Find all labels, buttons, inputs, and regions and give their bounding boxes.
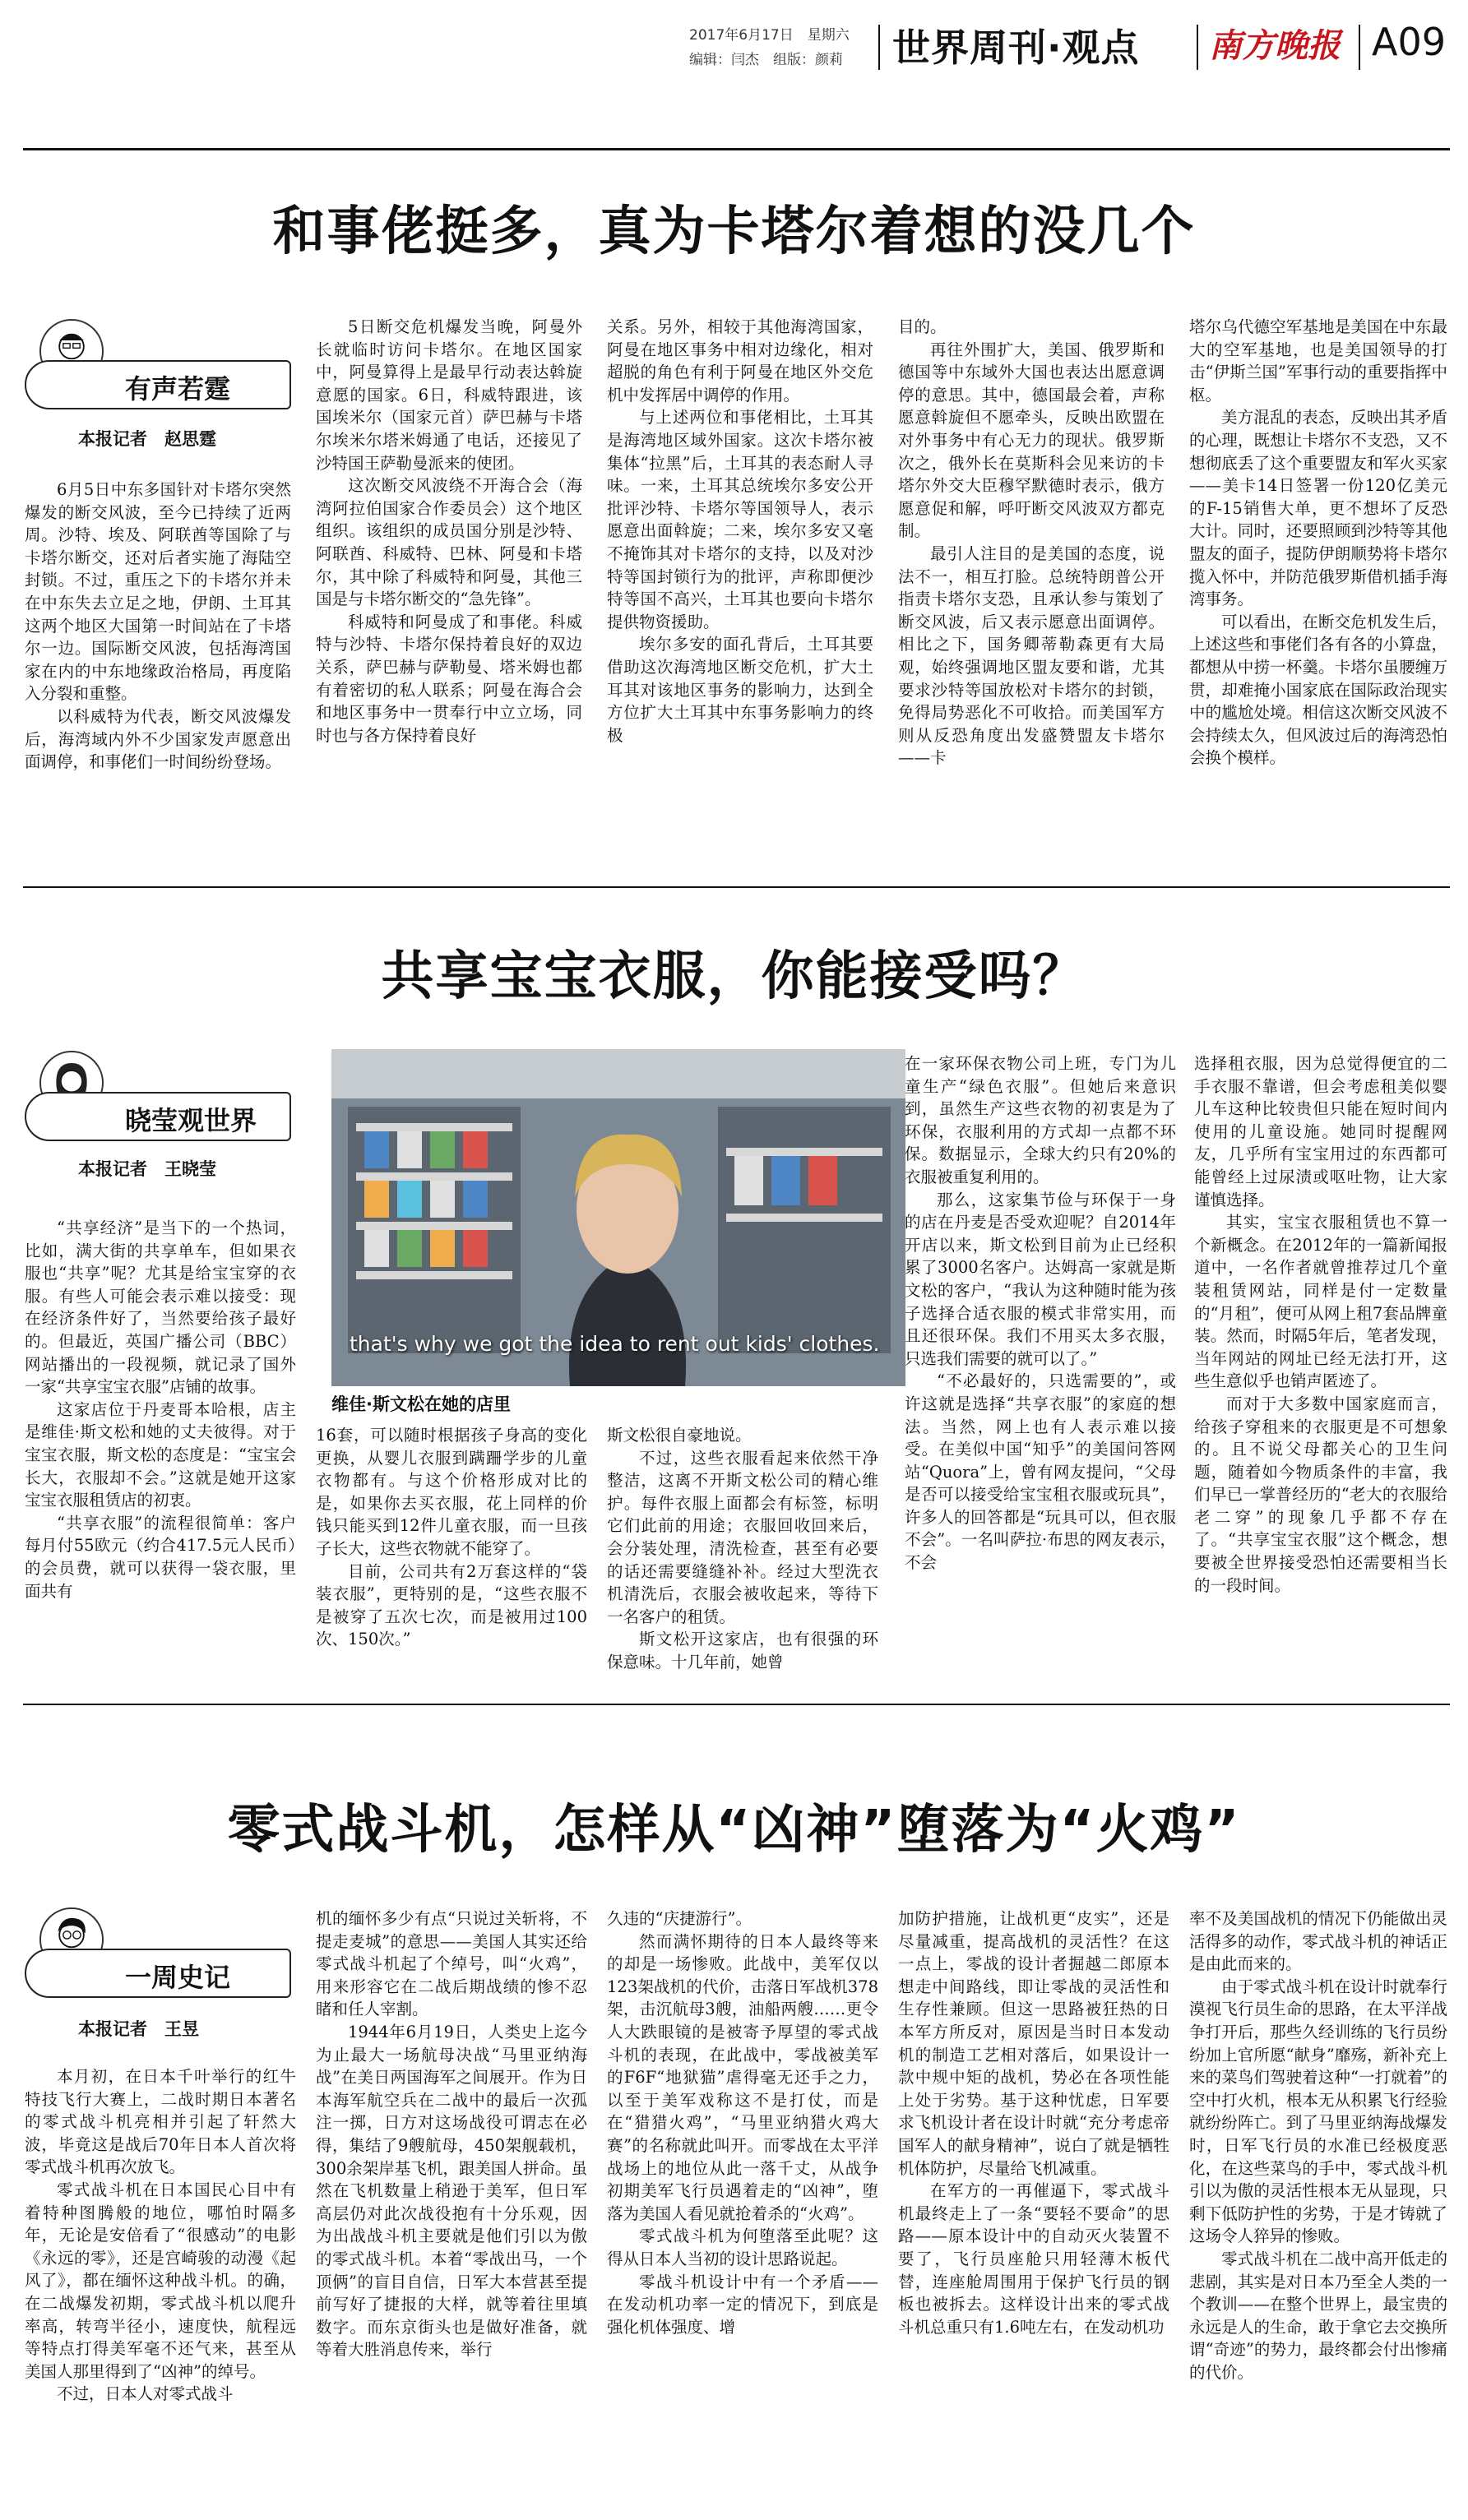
paragraph: 这次断交风波绕不开海合会（海湾阿拉伯国家合作委员会）这个地区组织。该组织的成员国分别是沙特、阿联酋、科威特、巴林、阿曼和卡塔尔，其中除了科威特和阿曼，其他三国是与卡塔尔断交的“急先锋”。 [316, 476, 582, 609]
paragraph: 机的缅怀多少有点“只说过关斩将，不提走麦城”的意思——美国人其实还给零式战斗机起了个绰号，叫“火鸡”，用来形容它在二战后期战绩的惨不忍睹和任人宰割。 [316, 1909, 587, 2019]
paragraph: 5日断交危机爆发当晚，阿曼外长就临时访问卡塔尔。在地区国家中，阿曼算得上是最早行动表达斡旋意愿的国家。6日，科威特跟进，该国埃米尔（国家元首）萨巴赫与卡塔尔埃米尔塔米姆通了电话，还接见了沙特国王萨勒曼派来的使团。 [316, 317, 582, 473]
paragraph: 零式战斗机在日本国民心目中有着特种图腾般的地位，哪怕时隔多年，无论是安倍看了“很感动”的电影《永远的零》，还是宫崎骏的动漫《起风了》，都在缅怀这种战斗机。的确，在二战爆发初期，零式战斗机以爬升率高，转弯半径小，速度快，航程远等特点打得美军毫不还气来，甚至从美国人那里得到了“凶神”的绰号。 [25, 2180, 296, 2381]
author-byline: 本报记者 王昱 [78, 2019, 199, 2039]
article-column [898, 316, 1165, 858]
paragraph: 科威特和阿曼成了和事佬。科威特与沙特、卡塔尔保持着良好的双边关系，萨巴赫与萨勒曼、塔米姆也都有着密切的私人联系；阿曼在海合会和地区事务中一贯奉行中立立场，同时也与各方保持着良好 [316, 612, 582, 745]
paragraph: “不必最好的，只选需要的”，或许这就是选择“共享衣服”的家庭的想法。当然，网上也有人表示难以接受。在美似中国“知乎”的美国问答网站“Quora”上，曾有网友提问，“父母是否可以接受给宝宝租衣服或玩具”，许多人的回答都是“玩具可以，但衣服不会”。一名叫萨拉·布思的网友表示，不会 [905, 1371, 1176, 1573]
article-column [316, 316, 582, 858]
paragraph: 斯文松开这家店，也有很强的环保意味。十几年前，她曾 [607, 1630, 878, 1672]
article-column [1189, 316, 1447, 858]
article-column [25, 479, 291, 861]
paragraph: 美方混乱的表态，反映出其矛盾的心理，既想让卡塔尔不支恐，又不想彻底丢了这个重要盟友和军火买家——美卡14日签署一份120亿美元的F-15销售大单，更不想坏了反恐大计。同时，还要照顾到沙特等其他盟友的面子，提防伊朗顺势将卡塔尔揽入怀中，并防范俄罗斯借机插手海湾事务。 [1189, 408, 1447, 609]
paragraph: 然而满怀期待的日本人最终等来的却是一场惨败。此战中，美军仅以123架战机的代价，击落日军战机378架，击沉航母3艘，油船两艘……更令人大跌眼镜的是被寄予厚望的零式战斗机的表现，在此战中，零战被美军的F6F“地狱猫”虐得毫无还手之力，以至于美军戏称这不是打仗，而是在“猎猎火鸡”，“马里亚纳猎火鸡大赛”的名称就此叫开。而零战在太平洋战场上的地位从此一落千丈，从战争初期美军飞行员遇着走的“凶神”，堕落为美国人看见就抢着杀的“火鸡”。 [607, 1931, 878, 2223]
column-badge: 一周史记 [25, 1949, 291, 1998]
article-column [1189, 1907, 1447, 2513]
paragraph: 其实，宝宝衣服租赁也不算一个新概念。在2012年的一篇新闻报道中，一名作者就曾推荐过几个童装租赁网站，同样是付一定数量的“月租”，便可从网上租7套品牌童装。然而，时隔5年后，笔者发现，当年网站的网址已经无法打开，这些生意似乎也销声匿迹了。 [1194, 1213, 1447, 1391]
paragraph: 选择租衣服，因为总觉得便宜的二手衣服不靠谱，但会考虑租美似婴儿车这种比较贵但只能在短时间内使用的儿童设施。她同时提醒网友，几乎所有宝宝用过的东西都可能曾经上过尿渍或呕吐物，让大家谨慎选择。 [1194, 1054, 1447, 1209]
paragraph: 目的。 [898, 317, 947, 336]
column-badge: 有声若霆 [25, 360, 291, 409]
article-headline: 和事佬挺多，真为卡塔尔着想的没几个 [272, 201, 1196, 262]
paragraph: 16套，可以随时根据孩子身高的变化更换，从婴儿衣服到蹒跚学步的儿童衣物都有。与这个价格形成对比的是，如果你去买衣服，花上同样的价钱只能买到12件儿童衣服，而一旦孩子长大，这些衣物就不能穿了。 [316, 1426, 587, 1558]
paragraph: 与上述两位和事佬相比，土耳其是海湾地区域外国家。这次卡塔尔被集体“拉黑”后，土耳其的表态耐人寻味。一来，土耳其总统埃尔多安公开批评沙特、卡塔尔等国领导人，表示愿意出面斡旋；二来，埃尔多安又毫不掩饰其对卡塔尔的支持，以及对沙特等国封锁行为的批评，声称即便沙特等国不高兴，土耳其也要向卡塔尔提供物资援助。 [607, 408, 873, 631]
paragraph: 目前，公司共有2万套这样的“袋装衣服”，更特别的是，“这些衣服不是被穿了五次七次，而是被用过100次、150次。” [316, 1561, 587, 1649]
paragraph: 零式战斗机在二战中高开低走的悲剧，其实是对日本乃至全人类的一个教训——在整个世界上，最宝贵的永远是人的生命，敢于拿它去交换所谓“奇迹”的势力，最终都会付出惨痛的代价。 [1189, 2249, 1447, 2382]
paragraph: 由于零式战斗机在设计时就奉行漠视飞行员生命的思路，在太平洋战争打开后，那些久经训练的飞行员纷纷加上官所愿“献身”靡殇，新补充上来的菜鸟们驾驶着这种“一打就着”的空中打火机，根本无从积累飞行经验就纷纷阵亡。到了马里亚纳海战爆发时，日军飞行员的水准已经极度恶化，在这些菜鸟的手中，零式战斗机引以为傲的灵活性根本无从显现，只剩下低防护性的劣势，于是才铸就了这场令人猝异的惨败。 [1189, 1977, 1447, 2246]
section-rule [23, 886, 1450, 888]
paragraph: 关系。另外，相较于其他海湾国家，阿曼在地区事务中相对边缘化，相对超脱的角色有利于阿曼在地区外交危机中发挥居中调停的作用。 [607, 317, 873, 405]
paragraph: 那么，这家集节俭与环保于一身的店在丹麦是否受欢迎呢？自2014年开店以来，斯文松到目前为止已经积累了3000名客户。达姆高一家就是斯文松的客户，“我认为这种随时能为孩子选择合适衣服的模式非常实用，而且还很环保。我们不用买太多衣服，只选我们需要的就可以了。” [905, 1190, 1176, 1368]
paragraph: 塔尔乌代德空军基地是美国在中东最大的空军基地，也是美国领导的打击“伊斯兰国”军事行动的重要指挥中枢。 [1189, 317, 1447, 405]
paragraph: “共享经济”是当下的一个热词，比如，满大街的共享单车，但如果衣服也“共享”呢？尤其是给宝宝穿的衣服。有些人可能会表示难以接受：现在经济条件好了，当然要给孩子最好的。但最近，英国广播公司（BBC）网站播出的一段视频，就记录了国外一家“共享宝宝衣服”店铺的故事。 [25, 1218, 296, 1397]
section-title: 世界周刊·观点 [892, 25, 1140, 70]
paragraph: 在一家环保衣物公司上班，专门为儿童生产“绿色衣服”。但她后来意识到，虽然生产这些衣物的初衷是为了环保，衣服利用的方式却一点都不环保。数据显示，全球大约只有20%的衣服被重复利用的。 [905, 1054, 1176, 1186]
paragraph: 埃尔多安的面孔背后，土耳其要借助这次海湾地区断交危机，扩大土耳其对该地区事务的影响力，达到全方位扩大土耳其中东事务影响力的终极 [607, 635, 873, 745]
paragraph: 本月初，在日本千叶举行的红牛特技飞行大赛上，二战时期日本著名的零式战斗机亮相并引起了轩然大波，毕竟这是战后70年日本人首次将零式战斗机再次放飞。 [25, 2067, 296, 2177]
newspaper-logo: 南方晚报 [1209, 26, 1341, 65]
paragraph: 这家店位于丹麦哥本哈根，店主是维佳·斯文松和她的丈夫彼得。对于宝宝衣服，斯文松的态度是：“宝宝会长大，衣服却不会。”这就是她开这家宝宝衣服租赁店的初衷。 [25, 1399, 296, 1510]
article-column [25, 2065, 296, 2513]
paragraph: 而对于大多数中国家庭而言，给孩子穿租来的衣服更是不可想象的。且不说父母都关心的卫生问题，随着如今物质条件的丰富，我们早已一掌普经历的“老大的衣服给老二穿”的现象几乎都不存在了。“共享宝宝衣服”这个概念，想要被全世界接受恐怕还需要相当长的一段时间。 [1194, 1394, 1447, 1595]
issue-meta [689, 23, 850, 72]
masthead-divider [1359, 25, 1360, 70]
paragraph: 在军方的一再催逼下，零式战斗机最终走上了一条“要轻不要命”的思路——原本设计中的自动灭火装置不要了，飞行员座舱只用轻薄木板代替，连座舱周围用于保护飞行员的钢板也被拆去。这样设计出来的零式战斗机总重只有1.6吨左右，在发动机功 [898, 2181, 1169, 2337]
article-headline: 共享宝宝衣服，你能接受吗？ [381, 946, 1087, 1007]
paragraph: 不过，这些衣服看起来依然干净整洁，这离不开斯文松公司的精心维护。每件衣服上面都会有标签，标明它们此前的用途；衣服回收回来后，会分装处理，清洗检查，甚至有必要的话还需要缝缝补补。经过大型洗衣机清洗后，衣服会被收起来，等待下一名客户的租赁。 [607, 1448, 878, 1626]
video-subtitle: that's why we got the idea to rent out kids' clothes. [350, 1332, 880, 1356]
article-column [905, 1052, 1176, 1677]
paragraph: 最引人注目的是美国的态度，说法不一，相互打脸。总统特朗普公开指责卡塔尔支恐，且承认参与策划了断交风波，后又表示愿意出面调停。相比之下，国务卿蒂勒森更有大局观，始终强调地区盟友要和谐，尤其要求沙特等国放松对卡塔尔的封锁，免得局势恶化不可收拾。而美国军方则从反恐角度出发盛赞盟友卡塔尔——卡 [898, 543, 1165, 768]
issue-date: 2017年6月17日 星期六 [689, 27, 850, 44]
section-rule [23, 1704, 1450, 1705]
page-number: A09 [1372, 20, 1447, 64]
paragraph: 1944年6月19日，人类史上迄今为止最大一场航母决战“马里亚纳海战”在美日两国海军之间展开。作为日本海军航空兵在二战中的最后一次孤注一掷，日方对这场战役可谓志在必得，集结了9艘航母，450架舰载机，300余架岸基飞机，跟美国人拼命。虽然在飞机数量上稍逊于美军，但日军高层仍对此次战役抱有十分乐观，因为出战战斗机主要就是他们引以为傲的零式战斗机。本着“零战出马，一个顶俩”的盲目自信，日军大本营甚至提前写好了捷报的大样，就等着往里填数字。而东京街头也是做好准备，就等着大胜消息传来，举行 [316, 2022, 587, 2360]
photo-caption: 维佳·斯文松在她的店里 [331, 1394, 511, 1414]
article-column [607, 316, 873, 858]
paragraph: 零式战斗机为何堕落至此呢？这得从日本人当初的设计思路说起。 [607, 2226, 878, 2268]
article-column [316, 1424, 587, 1675]
masthead-divider [878, 25, 880, 70]
paragraph: 不过，日本人对零式战斗 [57, 2384, 234, 2404]
paragraph: 率不及美国战机的情况下仍能做出灵活得多的动作，零式战斗机的神话正是由此而来的。 [1189, 1909, 1447, 1974]
paragraph: 6月5日中东多国针对卡塔尔突然爆发的断交风波，至今已持续了近两周。沙特、埃及、阿联酋等国除了与卡塔尔断交，还对后者实施了海陆空封锁。不过，重压之下的卡塔尔并未在中东失去立足之地，伊朗、土耳其这两个地区大国第一时间站在了卡塔尔一边。国际断交风波，包括海湾国家在内的中东地缘政治格局，再度陷入分裂和重整。 [25, 480, 291, 704]
paragraph: 久违的“庆捷游行”。 [607, 1909, 752, 1928]
author-byline: 本报记者 王晓莹 [78, 1159, 216, 1179]
masthead-divider [1197, 25, 1198, 70]
article-headline: 零式战斗机，怎样从“凶神”堕落为“火鸡” [227, 1800, 1241, 1861]
paragraph: 以科威特为代表，断交风波爆发后，海湾域内外不少国家发声愿意出面调停，和事佬们一时间纷纷登场。 [25, 706, 291, 772]
article-column [1194, 1052, 1447, 1677]
paragraph: 零战斗机设计中有一个矛盾——在发动机功率一定的情况下，到底是强化机体强度、增 [607, 2272, 878, 2337]
paragraph: 加防护措施，让战机更“皮实”，还是尽量减重，提高战机的灵活性？在这一点上，零战的设计者掘越二郎原本想走中间路线，即让零战的灵活性和生存性兼顾。但这一思路被狂热的日本军方所反对，原因是当时日本发动机的制造工艺相对落后，如果设计一款中规中矩的战机，势必在各项性能上处于劣势。基于这种忧虑，日军要求飞机设计者在设计时就“充分考虑帝国军人的献身精神”，说白了就是牺牲机体防护，尽量给飞机减重。 [898, 1909, 1169, 2178]
paragraph: 斯文松很自豪地说。 [607, 1426, 752, 1445]
article-column [25, 1217, 296, 1677]
article-column [607, 1424, 878, 1675]
paragraph: 再往外围扩大，美国、俄罗斯和德国等中东域外大国也表达出愿意调停的意思。其中，德国最会着，声称愿意斡旋但不愿牵头，反映出欧盟在对外事务中有心无力的现状。俄罗斯次之，俄外长在莫斯科会见来访的卡塔尔外交大臣穆罕默德时表示，俄方愿意促和解，呼吁断交风波双方都克制。 [898, 340, 1165, 541]
issue-editors: 编辑：闫杰 组版：颜莉 [689, 52, 843, 68]
author-byline: 本报记者 赵思霆 [78, 429, 216, 449]
paragraph: “共享衣服”的流程很简单：客户每月付55欧元（约合417.5元人民币）的会员费，就可以获得一袋衣服，里面共有 [25, 1513, 296, 1601]
masthead [0, 0, 1468, 90]
paragraph: 可以看出，在断交危机发生后，上述这些和事佬们各有各的小算盘，都想从中捞一杯羹。卡塔尔虽腰缠万贯，却难掩小国家底在国际政治现实中的尴尬处境。相信这次断交风波不会持续太久，但风波过后的海湾恐怕会换个模样。 [1189, 612, 1447, 768]
top-rule [23, 148, 1450, 150]
column-badge: 晓莹观世界 [25, 1092, 291, 1141]
article-column [898, 1907, 1169, 2513]
article-column [316, 1907, 587, 2513]
article-column [607, 1907, 878, 2513]
